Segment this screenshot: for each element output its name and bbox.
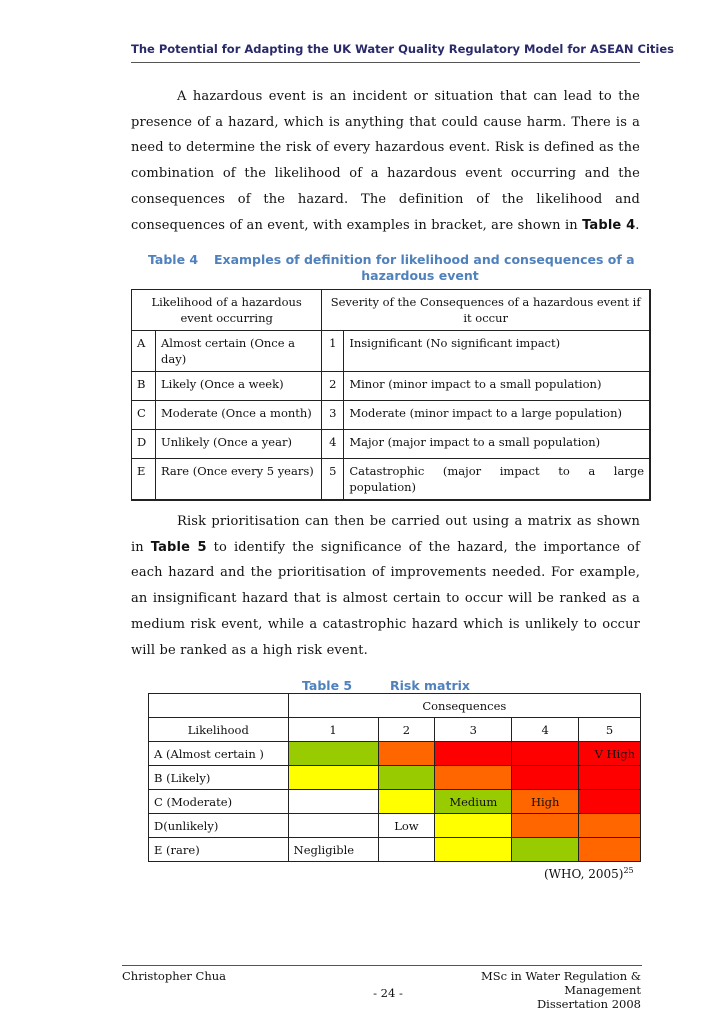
matrix-cell xyxy=(435,766,512,790)
table4-caption-line1: Examples of definition for likelihood and consequences of a xyxy=(214,252,635,267)
severity-number: 3 xyxy=(322,401,344,430)
row-label: B (Likely) xyxy=(149,766,289,790)
consequences-header-row xyxy=(149,694,641,718)
severity-number: 1 xyxy=(322,331,344,372)
column-header: 2 xyxy=(378,718,435,742)
column-header: 4 xyxy=(512,718,579,742)
severity-text-line1: Catastrophic (major impact to a large xyxy=(349,464,644,478)
likelihood-text: Moderate (Once a month) xyxy=(156,401,322,430)
matrix-row xyxy=(149,790,641,814)
likelihood-text: Rare (Once every 5 years) xyxy=(156,459,322,501)
severity-text: Insignificant (No significant impact) xyxy=(344,331,650,372)
severity-number: 4 xyxy=(322,430,344,459)
row-label: A (Almost certain ) xyxy=(149,742,289,766)
row-label: E (rare) xyxy=(149,838,289,862)
likelihood-code: B xyxy=(132,372,156,401)
matrix-cell xyxy=(512,766,579,790)
table-source-citation xyxy=(544,866,634,881)
row-label: C (Moderate) xyxy=(149,790,289,814)
severity-text-line2: population) xyxy=(349,480,417,494)
likelihood-header: Likelihood xyxy=(149,718,289,742)
matrix-cell xyxy=(579,838,641,862)
matrix-cell xyxy=(378,790,435,814)
matrix-cell xyxy=(288,814,378,838)
footer-rule xyxy=(122,965,642,966)
table5-caption: Risk matrix xyxy=(390,678,470,693)
severity-text xyxy=(344,459,650,501)
footer-author: Christopher Chua xyxy=(122,969,227,983)
table4-reference: Table 4 xyxy=(582,217,636,233)
matrix-cell xyxy=(288,766,378,790)
page-number: - 24 - xyxy=(373,986,403,1000)
severity-text: Minor (minor impact to a small population) xyxy=(344,372,650,401)
matrix-cell xyxy=(512,838,579,862)
footer-course xyxy=(432,969,641,1011)
risk-matrix-table xyxy=(148,693,641,862)
paragraph-text: to identify the significance of the hazard, the importance of each hazard and the prioritisation of improvements needed. For example, an insignificant hazard that is almost certain to occur will be ranked as a medium risk event, while a catastrophic hazard which is unlikely to occur will be ranked as a high risk event. xyxy=(131,539,640,658)
matrix-cell xyxy=(512,742,579,766)
matrix-cell xyxy=(378,766,435,790)
table4-caption-line2: hazardous event xyxy=(361,268,479,283)
likelihood-code: E xyxy=(132,459,156,501)
matrix-cell xyxy=(579,766,641,790)
severity-text: Major (major impact to a small population) xyxy=(344,430,650,459)
paragraph-end: . xyxy=(635,217,640,233)
matrix-cell xyxy=(579,790,641,814)
likelihood-text: Likely (Once a week) xyxy=(156,372,322,401)
table-row xyxy=(132,430,651,459)
severity-number: 5 xyxy=(322,459,344,501)
matrix-cell xyxy=(378,742,435,766)
empty-corner-cell xyxy=(149,694,289,718)
matrix-cell xyxy=(435,838,512,862)
matrix-cell xyxy=(288,742,378,766)
matrix-cell xyxy=(435,814,512,838)
matrix-cell: High xyxy=(512,790,579,814)
paragraph-risk-prioritisation xyxy=(131,509,640,663)
likelihood-text: Almost certain (Once a day) xyxy=(156,331,322,372)
matrix-cell: Medium xyxy=(435,790,512,814)
footer-course-line2: Dissertation 2008 xyxy=(536,997,641,1011)
matrix-row xyxy=(149,742,641,766)
matrix-cell xyxy=(378,838,435,862)
table4-label: Table 4 xyxy=(148,252,199,267)
table-row xyxy=(132,459,651,501)
matrix-cell xyxy=(512,814,579,838)
likelihood-header: Likelihood of a hazardous event occurring xyxy=(132,290,322,331)
likelihood-consequence-table xyxy=(131,289,651,501)
consequences-header: Consequences xyxy=(288,694,640,718)
likelihood-code: C xyxy=(132,401,156,430)
column-header: 3 xyxy=(435,718,512,742)
table-row xyxy=(132,372,651,401)
table-row xyxy=(132,331,651,372)
table-row xyxy=(132,401,651,430)
severity-number: 2 xyxy=(322,372,344,401)
matrix-cell xyxy=(579,814,641,838)
matrix-row xyxy=(149,766,641,790)
column-header-row xyxy=(149,718,641,742)
likelihood-code: A xyxy=(132,331,156,372)
paragraph-start: Risk prioritisation can then be carried out using a matrix as shown in xyxy=(131,514,640,555)
likelihood-text: Unlikely (Once a year) xyxy=(156,430,322,459)
matrix-cell: Low xyxy=(378,814,435,838)
column-header: 1 xyxy=(288,718,378,742)
matrix-row xyxy=(149,838,641,862)
footer-course-line1: MSc in Water Regulation & Management xyxy=(480,969,641,997)
paragraph-hazardous-event xyxy=(131,84,640,238)
matrix-cell xyxy=(288,790,378,814)
header-rule xyxy=(131,62,640,63)
running-header: The Potential for Adapting the UK Water Quality Regulatory Model for ASEAN Cities xyxy=(131,42,674,56)
severity-text: Moderate (minor impact to a large population) xyxy=(344,401,650,430)
matrix-cell xyxy=(435,742,512,766)
table-header-row xyxy=(132,290,651,331)
row-label: D(unlikely) xyxy=(149,814,289,838)
matrix-cell: Negligible xyxy=(288,838,378,862)
severity-header: Severity of the Consequences of a hazardous event if it occur xyxy=(322,290,650,331)
table5-reference: Table 5 xyxy=(150,539,207,555)
matrix-cell: V High xyxy=(579,742,641,766)
likelihood-code: D xyxy=(132,430,156,459)
column-header: 5 xyxy=(579,718,641,742)
table5-label: Table 5 xyxy=(302,678,353,693)
paragraph-text: A hazardous event is an incident or situation that can lead to the presence of a hazard, which is anything that could cause harm. There is a need to determine the risk of every hazardous event. Risk is defined as the combination of the likelihood of a hazardous event occurring and the consequences of the hazard. The definition of the likelihood and consequences of an event, with examples in bracket, are shown in xyxy=(131,89,640,233)
footnote-reference: 25 xyxy=(623,866,634,875)
source-text: (WHO, 2005) xyxy=(544,867,624,881)
matrix-row xyxy=(149,814,641,838)
